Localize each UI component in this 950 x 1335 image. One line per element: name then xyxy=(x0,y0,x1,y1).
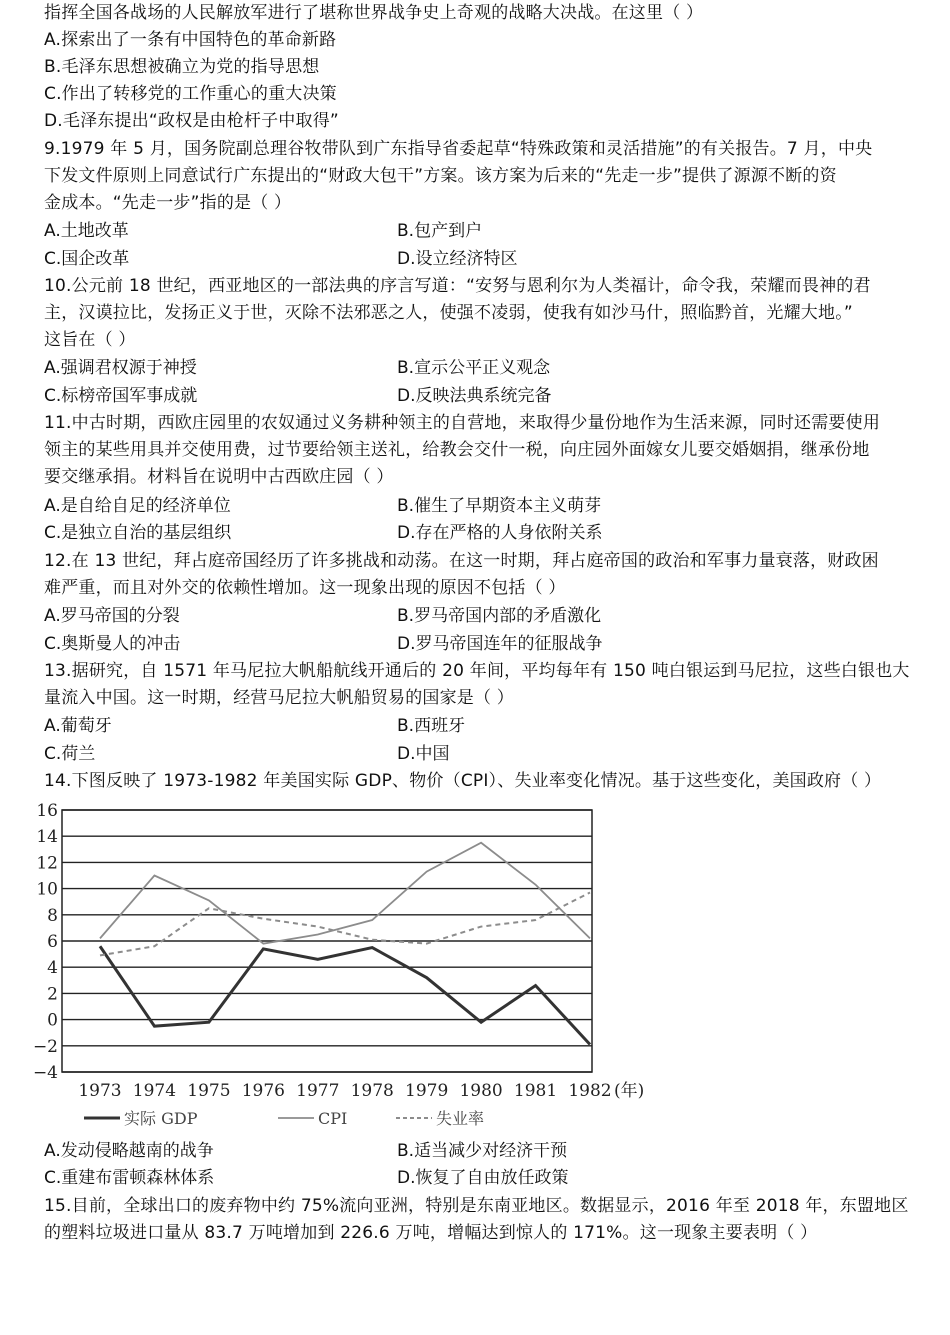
q13-stem-line-2: 量流入中国。这一时期，经营马尼拉大帆船贸易的国家是（ ） xyxy=(44,688,515,708)
q10-stem-line-1: 10.公元前 18 世纪，西亚地区的一部法典的序言写道：“安努与恩利尔为人类福计，命令我，荣耀而畏神的君 xyxy=(44,276,871,296)
q13-option-b[interactable]: B.西班牙 xyxy=(397,716,466,736)
q8-option-c[interactable]: C.作出了转移党的工作重心的重大决策 xyxy=(44,84,337,104)
q13-option-a[interactable]: A.葡萄牙 xyxy=(44,716,112,736)
y-tick-label: 12 xyxy=(36,853,58,874)
q11-stem-line-3: 要交继承捐。材料旨在说明中古西欧庄园（ ） xyxy=(44,467,394,487)
q14-option-b[interactable]: B.适当减少对经济干预 xyxy=(397,1141,568,1161)
legend-label: 失业率 xyxy=(436,1109,485,1128)
y-tick-label: −4 xyxy=(32,1063,58,1083)
q9-option-b[interactable]: B.包产到户 xyxy=(397,221,483,241)
q12-option-a[interactable]: A.罗马帝国的分裂 xyxy=(44,606,180,626)
y-tick-label: 14 xyxy=(36,827,58,848)
y-tick-label: 2 xyxy=(47,984,58,1005)
q10-option-a[interactable]: A.强调君权源于神授 xyxy=(44,358,197,378)
x-tick-label: 1979 xyxy=(405,1081,449,1101)
x-tick-label: 1978 xyxy=(350,1081,394,1101)
q11-option-d[interactable]: D.存在严格的人身依附关系 xyxy=(397,523,603,543)
q10-option-c[interactable]: C.标榜帝国军事成就 xyxy=(44,386,198,406)
q12-stem-line-1: 12.在 13 世纪，拜占庭帝国经历了许多挑战和动荡。在这一时期，拜占庭帝国的政治和军事力量衰落，财政困 xyxy=(44,551,879,571)
q15-stem-line-1: 15.目前，全球出口的废弃物中约 75%流向亚洲，特别是东南亚地区。数据显示，2016 年至 2018 年，东盟地区 xyxy=(44,1196,909,1216)
y-tick-label: 10 xyxy=(36,879,58,900)
x-tick-label: 1973 xyxy=(78,1081,122,1101)
q11-stem-line-2: 领主的某些用具并交使用费，过节要给领主送礼，给教会交什一税，向庄园外面嫁女儿要交婚姻捐，继承份地 xyxy=(44,440,870,460)
y-tick-label: 16 xyxy=(36,801,58,821)
x-tick-label: 1974 xyxy=(132,1081,177,1101)
y-tick-label: 8 xyxy=(47,905,58,926)
x-tick-label: 1981 xyxy=(513,1081,558,1101)
q12-option-d[interactable]: D.罗马帝国连年的征服战争 xyxy=(397,634,603,654)
x-tick-label: 1980 xyxy=(459,1081,503,1101)
q14-chart xyxy=(32,800,660,1140)
y-tick-label: 4 xyxy=(47,958,58,979)
q10-stem-line-3: 这旨在（ ） xyxy=(44,330,136,350)
q12-stem-line-2: 难严重，而且对外交的依赖性增加。这一现象出现的原因不包括（ ） xyxy=(44,578,566,598)
q11-stem-line-1: 11.中古时期，西欧庄园里的农奴通过义务耕种领主的自营地，来取得少量份地作为生活来源，同时还需要使用 xyxy=(44,413,881,433)
y-tick-label: 0 xyxy=(47,1010,58,1031)
q13-option-d[interactable]: D.中国 xyxy=(397,744,450,764)
q9-stem-line-2: 下发文件原则上同意试行广东提出的“财政大包干”方案。该方案为后来的“先走一步”提供了源源不断的资 xyxy=(44,166,837,186)
x-tick-label: 1977 xyxy=(296,1081,340,1101)
y-tick-label: −2 xyxy=(32,1036,58,1057)
q11-option-c[interactable]: C.是独立自治的基层组织 xyxy=(44,523,232,543)
q9-option-d[interactable]: D.设立经济特区 xyxy=(397,249,518,269)
q11-option-b[interactable]: B.催生了早期资本主义萌芽 xyxy=(397,496,602,516)
q8-stem: 指挥全国各战场的人民解放军进行了堪称世界战争史上奇观的战略大决战。在这里（ ） xyxy=(44,3,704,23)
q12-option-c[interactable]: C.奥斯曼人的冲击 xyxy=(44,634,181,654)
q10-option-d[interactable]: D.反映法典系统完备 xyxy=(397,386,552,406)
series-line-3 xyxy=(100,893,590,956)
y-tick-label: 6 xyxy=(47,932,58,952)
q14-stem-line-1: 14.下图反映了 1973-1982 年美国实际 GDP、物价（CPI）、失业率变化情况。基于这些变化，美国政府（ ） xyxy=(44,771,882,791)
chart-legend xyxy=(84,1109,484,1128)
q9-option-a[interactable]: A.土地改革 xyxy=(44,221,129,241)
q9-stem-line-1: 9.1979 年 5 月，国务院副总理谷牧带队到广东指导省委起草“特殊政策和灵活措施”的有关报告。7 月，中央 xyxy=(44,139,873,159)
x-tick-label: 1975 xyxy=(187,1081,231,1101)
chart-series xyxy=(100,843,590,1045)
q15-stem-line-2: 的塑料垃圾进口量从 83.7 万吨增加到 226.6 万吨，增幅达到惊人的 171%。这一现象主要表明（ ） xyxy=(44,1223,818,1243)
q11-option-a[interactable]: A.是自给自足的经济单位 xyxy=(44,496,231,516)
x-axis-ticks xyxy=(78,1081,611,1101)
q8-option-d[interactable]: D.毛泽东提出“政权是由枪杆子中取得” xyxy=(44,111,339,131)
q8-option-b[interactable]: B.毛泽东思想被确立为党的指导思想 xyxy=(44,57,320,77)
series-line-2 xyxy=(100,843,590,944)
series-line-1 xyxy=(100,946,590,1044)
q9-option-c[interactable]: C.国企改革 xyxy=(44,249,130,269)
q14-option-a[interactable]: A.发动侵略越南的战争 xyxy=(44,1141,214,1161)
x-tick-label: 1976 xyxy=(241,1081,285,1101)
line-chart xyxy=(32,800,660,1140)
legend-label: 实际 GDP xyxy=(124,1109,198,1128)
q10-stem-line-2: 主，汉谟拉比，发扬正义于世，灭除不法邪恶之人，使强不凌弱，使我有如沙马什，照临黔首，光耀大地。” xyxy=(44,303,853,323)
x-axis-label: (年) xyxy=(614,1081,645,1101)
q13-option-c[interactable]: C.荷兰 xyxy=(44,744,96,764)
q14-option-d[interactable]: D.恢复了自由放任政策 xyxy=(397,1168,569,1188)
chart-grid xyxy=(62,810,592,1072)
q13-stem-line-1: 13.据研究，自 1571 年马尼拉大帆船航线开通后的 20 年间，平均每年有 150 吨白银运到马尼拉，这些白银也大 xyxy=(44,661,910,681)
q10-option-b[interactable]: B.宣示公平正义观念 xyxy=(397,358,551,378)
y-axis-ticks xyxy=(33,801,58,1083)
x-tick-label: 1982 xyxy=(568,1081,612,1101)
legend-label: CPI xyxy=(318,1109,348,1128)
q9-stem-line-3: 金成本。“先走一步”指的是（ ） xyxy=(44,193,292,213)
q14-option-c[interactable]: C.重建布雷顿森林体系 xyxy=(44,1168,215,1188)
q12-option-b[interactable]: B.罗马帝国内部的矛盾激化 xyxy=(397,606,602,626)
q8-option-a[interactable]: A.探索出了一条有中国特色的革命新路 xyxy=(44,30,337,50)
